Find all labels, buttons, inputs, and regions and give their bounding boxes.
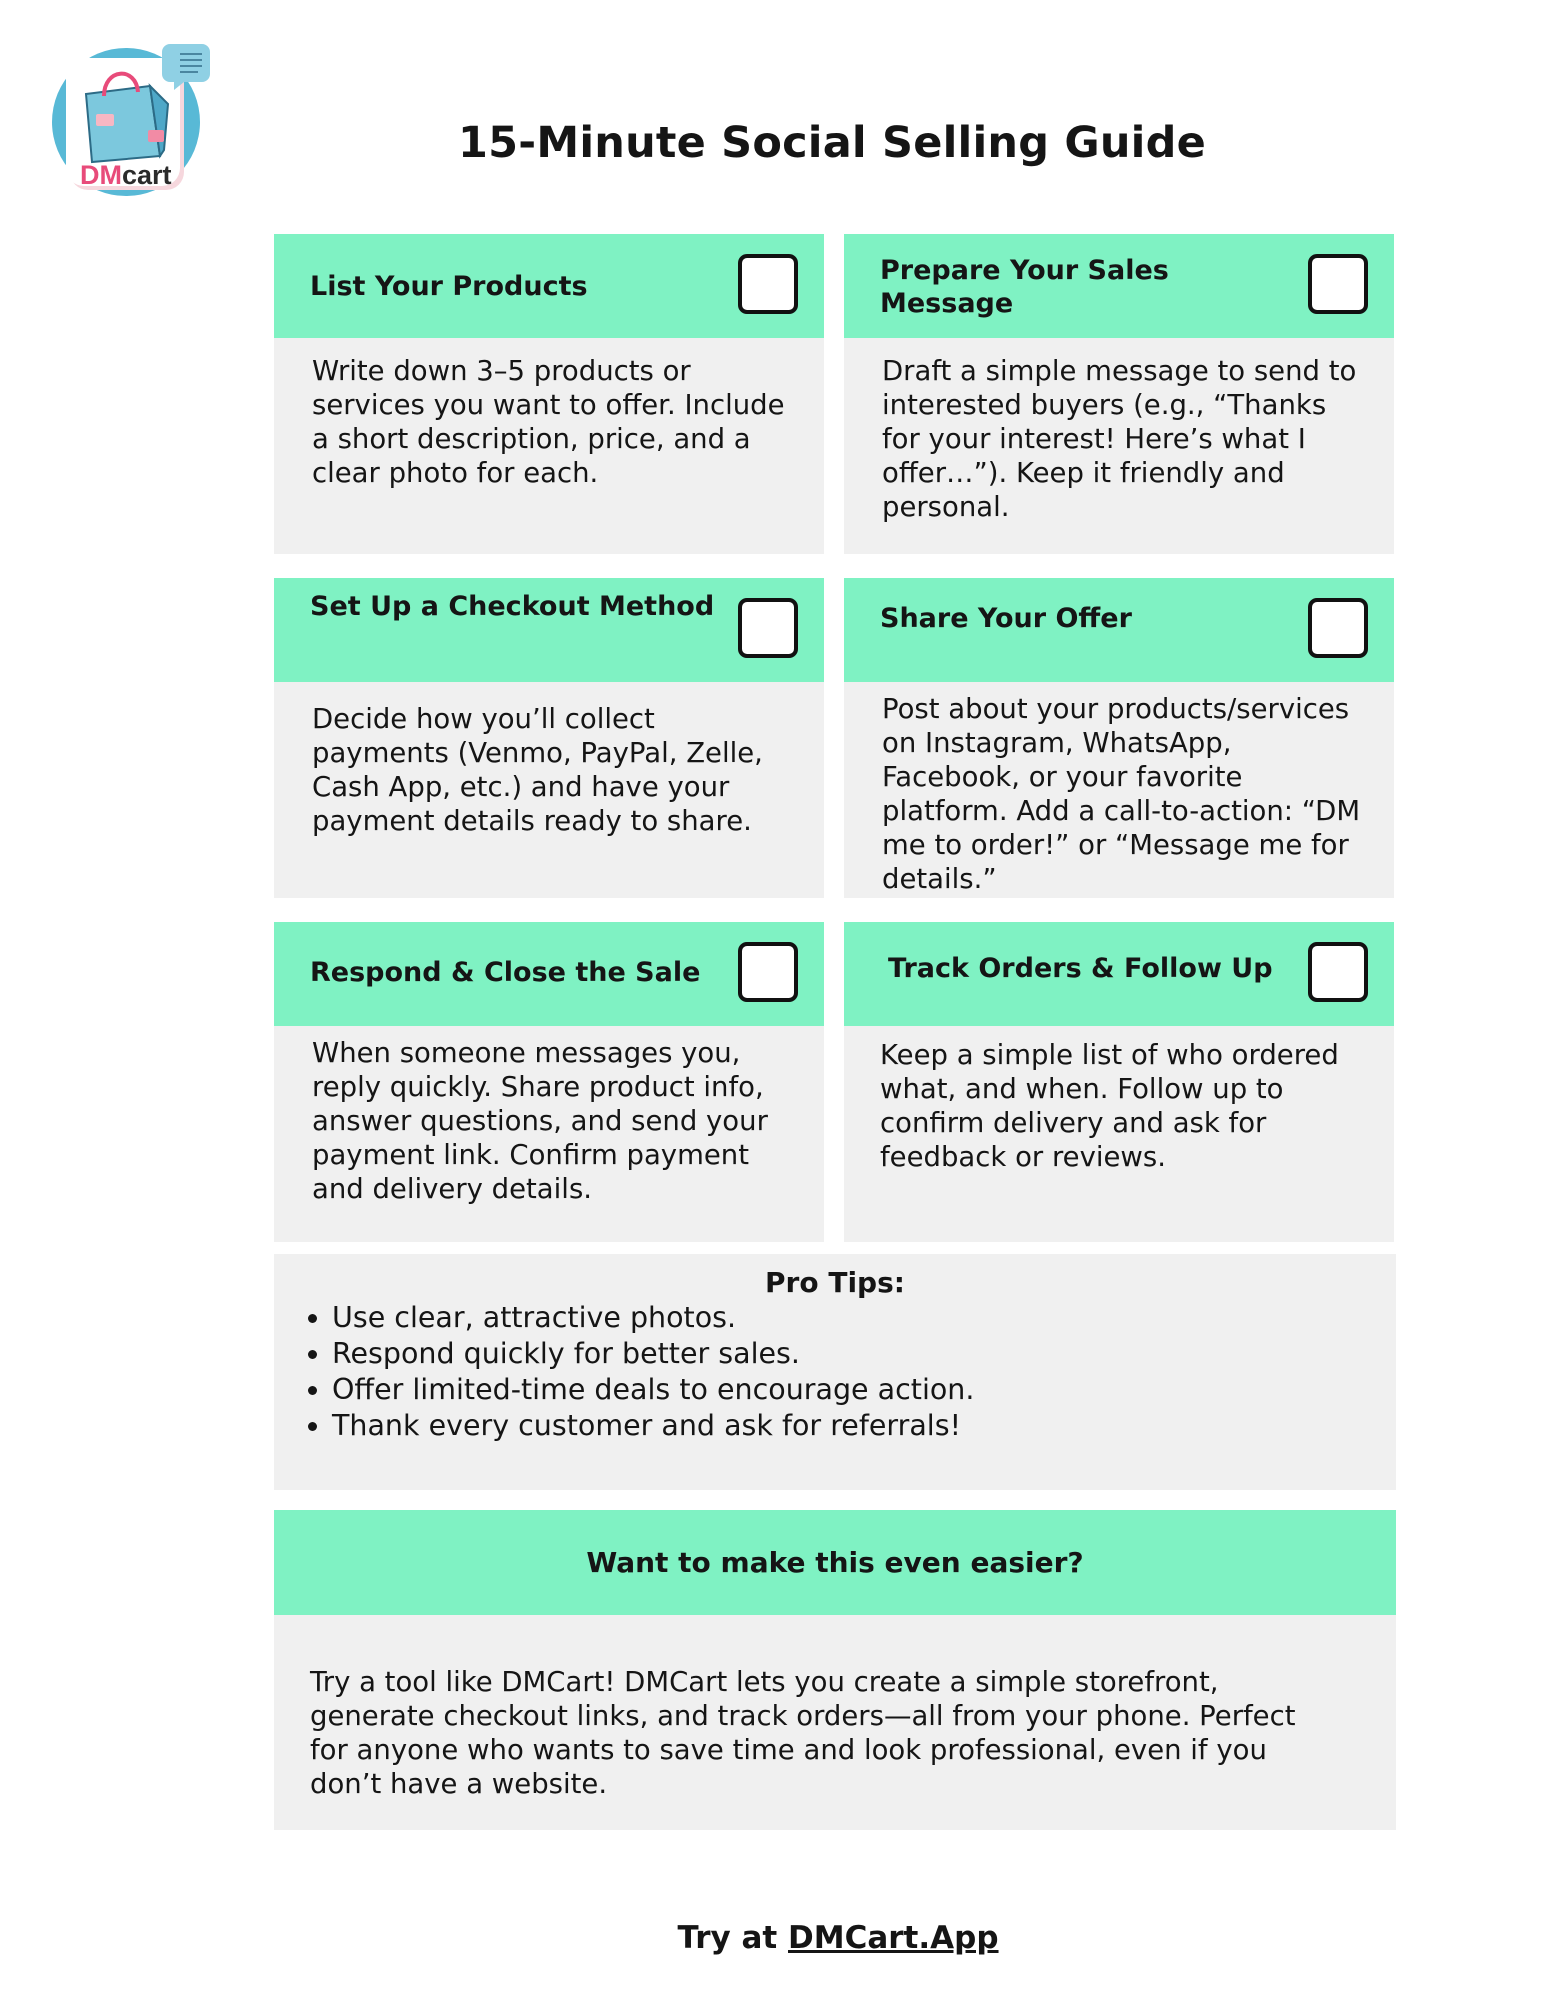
step-card-title: Track Orders & Follow Up (888, 953, 1273, 984)
step-card-body: Post about your products/services on Instagram, WhatsApp, Facebook, or your favorite platform. Add a call-to-action: “DM me to order!” or “Message me for details.” (882, 693, 1361, 895)
step-card-header (274, 234, 824, 338)
step-card-body: When someone messages you, reply quickly. Share product info, answer questions, and send your payment link. Confirm payment and delivery details. (312, 1037, 768, 1205)
step-card-header (274, 922, 824, 1026)
logo-text-cart: cart (122, 160, 172, 190)
pro-tips-list (274, 1300, 974, 1444)
step-card-body: Keep a simple list of who ordered what, and when. Follow up to confirm delivery and ask for feedback or reviews. (880, 1039, 1339, 1173)
step-card-title: Prepare Your Sales Message (880, 255, 1169, 319)
step-card-list-products (274, 234, 824, 554)
pro-tips-title: Pro Tips: (765, 1266, 905, 1299)
step-card-header (844, 578, 1394, 682)
step-card-title: Set Up a Checkout Method (310, 591, 715, 622)
step-card-title: Share Your Offer (880, 603, 1132, 634)
step-card-header (274, 578, 824, 682)
footer-link[interactable]: DMCart.App (788, 1920, 999, 1956)
page-title: 15-Minute Social Selling Guide (458, 118, 1206, 168)
step-checkbox[interactable] (1308, 598, 1368, 658)
step-card-header (844, 234, 1394, 338)
step-card-share-offer (844, 578, 1394, 898)
cta-title: Want to make this even easier? (586, 1546, 1084, 1579)
cta-header (274, 1510, 1396, 1615)
cta-box (274, 1510, 1396, 1830)
step-checkbox[interactable] (738, 254, 798, 314)
footer (0, 1920, 1545, 1956)
step-checkbox[interactable] (738, 942, 798, 1002)
list-item: • Offer limited-time deals to encourage action. (332, 1372, 974, 1408)
footer-prefix: Try at (677, 1920, 789, 1956)
step-checkbox[interactable] (1308, 254, 1368, 314)
list-item: • Thank every customer and ask for referrals! (332, 1408, 974, 1444)
step-card-body: Write down 3–5 products or services you want to offer. Include a short description, price, and a clear photo for each. (312, 355, 785, 489)
list-item: • Respond quickly for better sales. (332, 1336, 974, 1372)
step-checkbox[interactable] (738, 598, 798, 658)
step-card-body: Decide how you’ll collect payments (Venmo, PayPal, Zelle, Cash App, etc.) and have your payment details ready to share. (312, 703, 763, 837)
step-card-title: List Your Products (310, 271, 588, 302)
step-card-body: Draft a simple message to send to interested buyers (e.g., “Thanks for your interest! Here’s what I offer…”). Keep it friendly and personal. (882, 355, 1357, 523)
step-checkbox[interactable] (1308, 942, 1368, 1002)
step-card-close-sale (274, 922, 824, 1242)
step-card-checkout-method (274, 578, 824, 898)
logo-text-dm: DM (80, 160, 122, 190)
step-card-title: Respond & Close the Sale (310, 957, 701, 988)
step-card-sales-message (844, 234, 1394, 554)
cta-body: Try a tool like DMCart! DMCart lets you create a simple storefront, generate checkout links, and track orders—all from your phone. Perfect for anyone who wants to save time and look professional, even if you don’t have a website. (310, 1666, 1296, 1800)
step-card-track-orders (844, 922, 1394, 1242)
step-card-header (844, 922, 1394, 1026)
list-item: • Use clear, attractive photos. (332, 1300, 974, 1336)
pro-tips-box (274, 1254, 1396, 1490)
